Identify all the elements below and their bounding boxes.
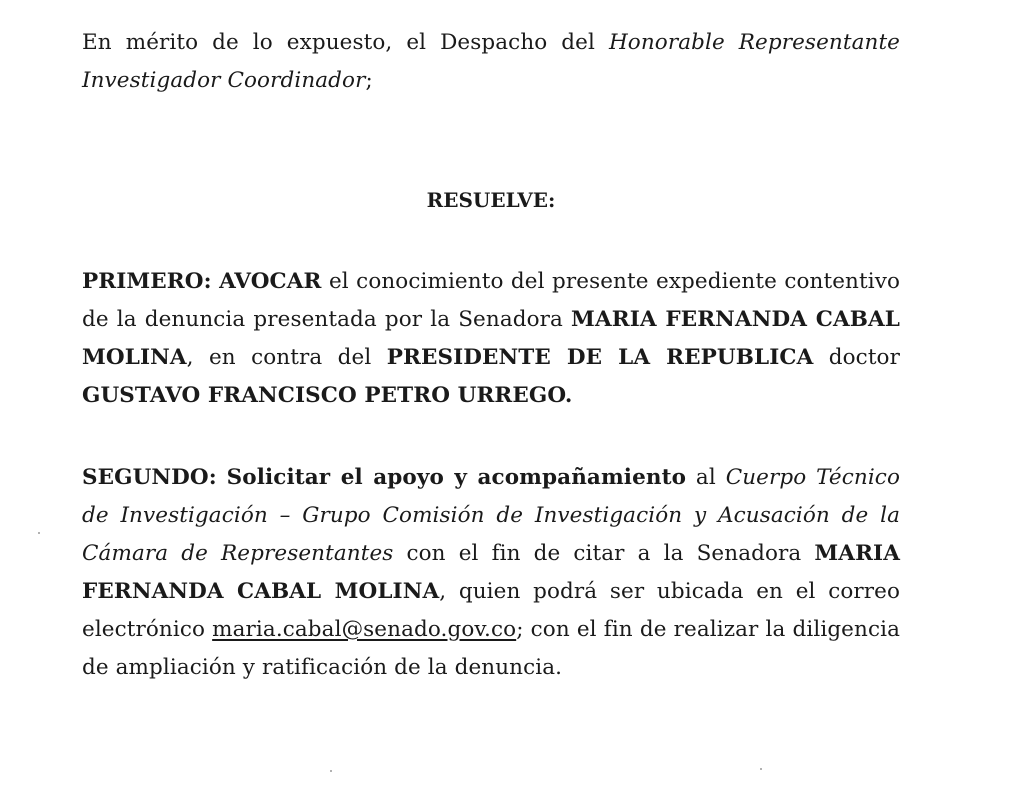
primero-verb: AVOCAR	[219, 269, 322, 294]
intro-text-1: En mérito de lo expuesto, el Despacho del	[82, 30, 609, 55]
segundo-paragraph	[82, 459, 900, 687]
segundo-text-3: , quien podrá ser ubicada en el correo electrónico	[82, 579, 901, 642]
segundo-text-1: al	[686, 465, 726, 490]
scan-speck	[38, 532, 40, 534]
primero-presidente-name: GUSTAVO FRANCISCO PETRO URREGO.	[82, 383, 573, 408]
resuelve-heading: RESUELVE:	[426, 188, 556, 212]
primero-text-3: doctor	[813, 345, 900, 370]
intro-text-3: ;	[365, 68, 373, 93]
primero-paragraph	[82, 263, 900, 415]
primero-text-2: , en contra del	[186, 345, 387, 370]
segundo-text-4: ; con el fin de realizar la diligencia de ampliación y ratificación de la denuncia.	[82, 617, 900, 680]
scan-speck	[760, 768, 762, 770]
primero-text-1: el conocimiento del presente expediente contentivo de la denuncia presentada por la Senadora	[82, 269, 900, 332]
intro-honorable-representante: Honorable Representante Investigador Coordinador	[82, 30, 901, 93]
primero-label: PRIMERO:	[82, 269, 212, 294]
scan-speck	[330, 770, 332, 772]
primero-presidente: PRESIDENTE DE LA REPUBLICA	[386, 345, 814, 370]
segundo-label: SEGUNDO:	[82, 465, 217, 490]
segundo-cuerpo-tecnico: Cuerpo Técnico de Investigación – Grupo Comisión de Investigación y Acusación de la Cámara de Representantes	[82, 465, 900, 566]
intro-paragraph	[82, 24, 900, 100]
segundo-text-2: con el fin de citar a la Senadora	[393, 541, 815, 566]
primero-senadora-name: MARIA FERNANDA CABAL MOLINA	[82, 307, 900, 370]
segundo-email-link[interactable]: maria.cabal@senado.gov.co	[212, 617, 517, 642]
segundo-senadora-name: MARIA FERNANDA CABAL MOLINA	[82, 541, 900, 604]
segundo-action: Solicitar el apoyo y acompañamiento	[226, 465, 687, 490]
